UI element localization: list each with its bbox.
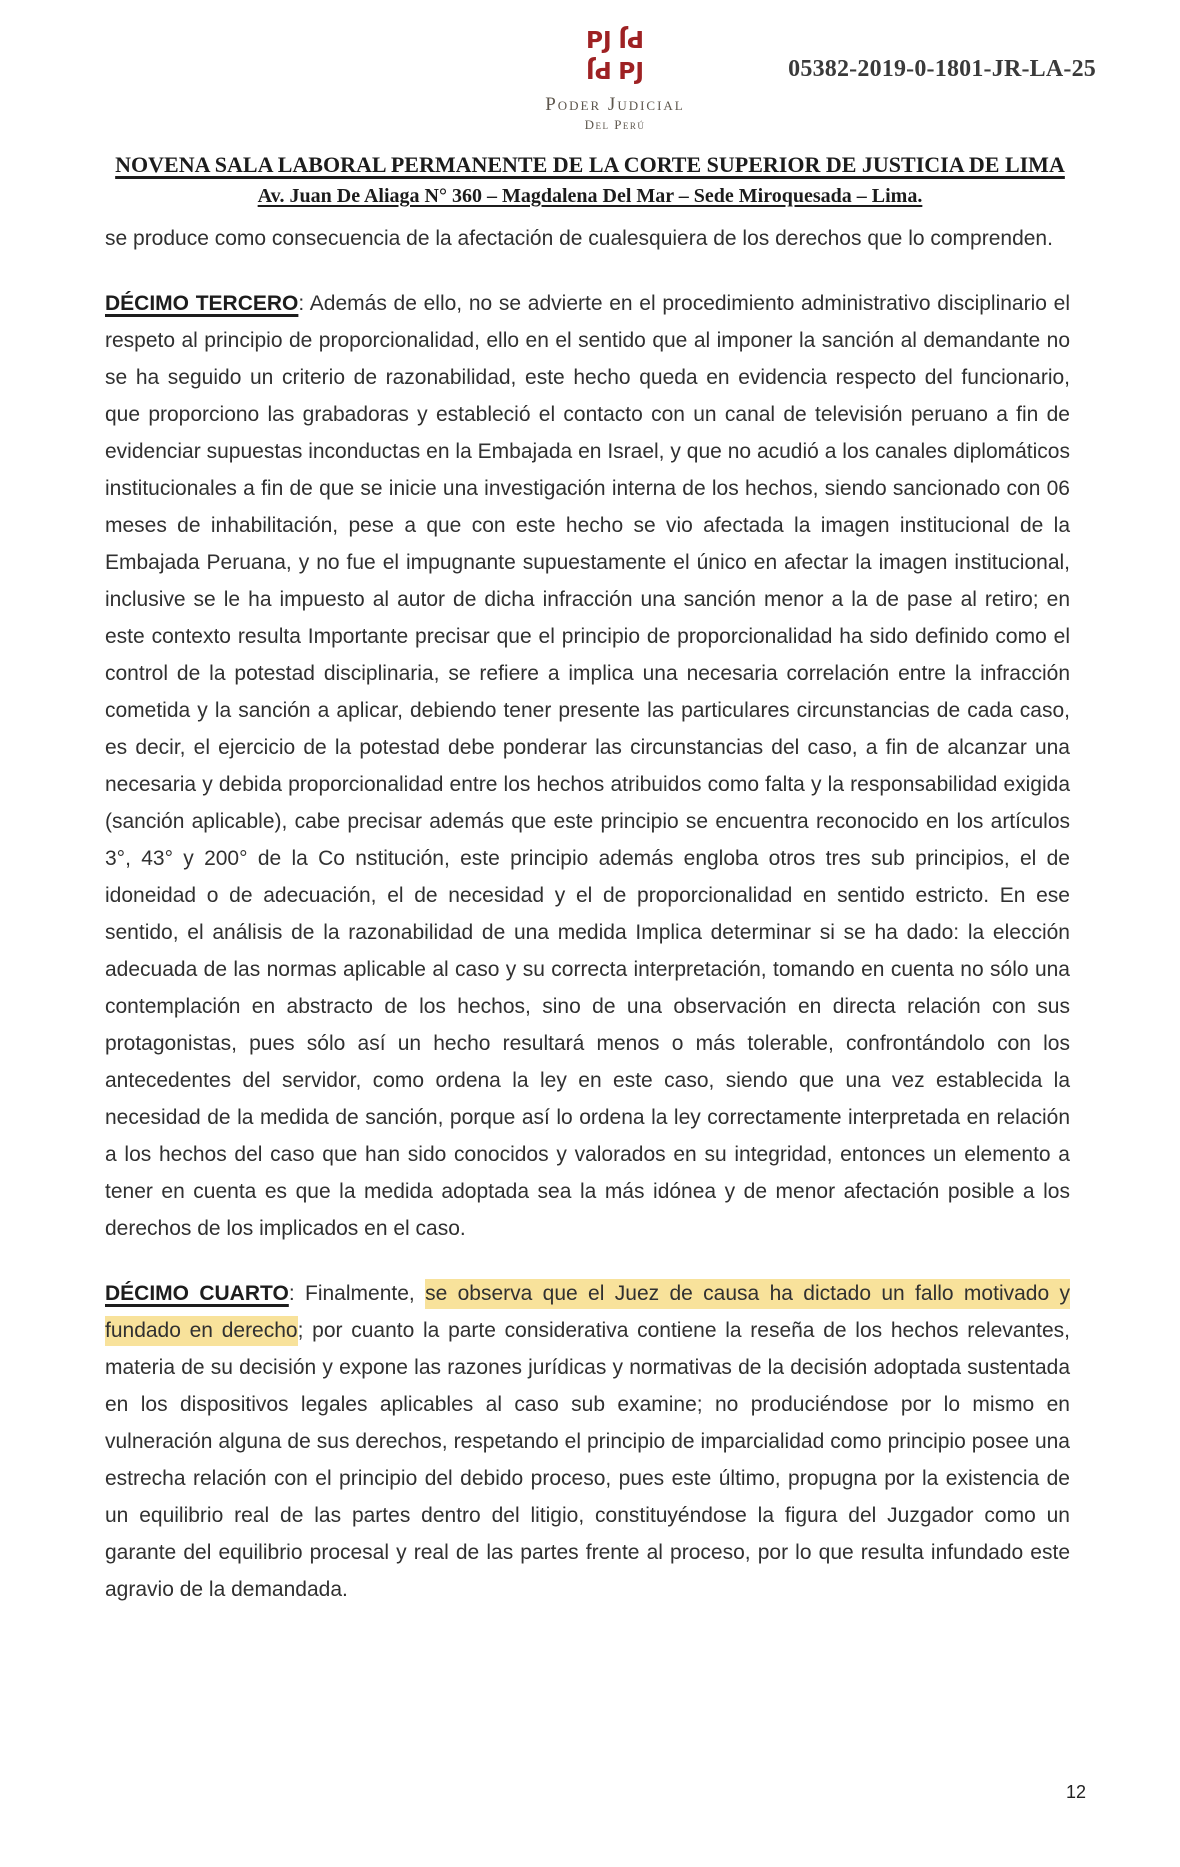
svg-text:PJ: PJ <box>618 25 644 53</box>
org-subtitle-label: Del Perú <box>584 117 646 132</box>
svg-text:PJ: PJ <box>618 57 644 85</box>
document-body <box>105 220 1070 1608</box>
highlighted-text: se observa que el Juez de causa ha dictado un fallo motivado y fundado en derecho <box>105 1279 1070 1346</box>
paragraph-decimo-cuarto <box>105 1275 1070 1608</box>
court-title: NOVENA SALA LABORAL PERMANENTE DE LA CORTE SUPERIOR DE JUSTICIA DE LIMA <box>115 152 1065 177</box>
paragraph-14-post-highlight-text: ; por cuanto la parte considerativa contiene la reseña de los hechos relevantes, materia de su decisión y expone las razones jurídicas y normativas de la decisión adoptada sustentada en los dispositivos legales aplicables al caso sub examine; no produciéndose por lo mismo en vulneración alguna de sus derechos, respetando el principio de imparcialidad como principio posee una estrecha relación con el principio del debido proceso, pues este último, propugna por la existencia de un equilibrio real de las partes dentro del litigio, constituyéndose la figura del Juzgador como un garante del equilibrio procesal y real de las partes frente al proceso, por lo que resulta infundado este agravio de la demandada. <box>105 1319 1071 1601</box>
document-header <box>0 0 1180 150</box>
paragraph-14-heading: DÉCIMO CUARTO <box>105 1282 289 1305</box>
case-number: 05382-2019-0-1801-JR-LA-25 <box>788 56 1096 82</box>
paragraph-intro-text: se produce como consecuencia de la afectación de cualesquiera de los derechos que lo comprenden. <box>105 227 1053 250</box>
paragraph-14-pre-highlight-text: : Finalmente, <box>288 1282 426 1305</box>
paragraph-intro <box>105 220 1070 257</box>
paragraph-decimo-tercero <box>105 285 1070 1247</box>
paragraph-13-heading: DÉCIMO TERCERO <box>105 292 299 315</box>
svg-text:PJ: PJ <box>586 26 612 54</box>
court-address: Av. Juan De Aliaga N° 360 – Magdalena Del Mar – Sede Miroquesada – Lima. <box>257 185 923 207</box>
paragraph-13-text: : Además de ello, no se advierte en el procedimiento administrativo disciplinario el respeto al principio de proporcionalidad, ello en el sentido que al imponer la sanción al demandante no se ha seguido un criterio de razonabilidad, este hecho queda en evidencia respecto del funcionario, que proporciono las grabadoras y estableció el contacto con un canal de televisión peruano a fin de evidenciar supuestas inconductas en la Embajada en Israel, y que no acudió a los canales diplomáticos institucionales a fin de que se inicie una investigación interna de los hechos, siendo sancionado con 06 meses de inhabilitación, pese a que con este hecho se vio afectada la imagen institucional de la Embajada Peruana, y no fue el impugnante supuestamente el único en afectar la imagen institucional, inclusive se le ha impuesto al autor de dicha infracción una sanción menor a la de pase al retiro; en este contexto resulta Importante precisar que el principio de proporcionalidad ha sido definido como el control de la potestad disciplinaria, se refiere a implica una necesaria correlación entre la infracción cometida y la sanción a aplicar, debiendo tener presente las particulares circunstancias de cada caso, es decir, el ejercicio de la potestad debe ponderar las circunstancias del caso, a fin de alcanzar una necesaria y debida proporcionalidad entre los hechos atribuidos como falta y la responsabilidad exigida (sanción aplicable), cabe precisar además que este principio se encuentra reconocido en los artículos 3°, 43° y 200° de la Co nstitución, este principio además engloba otros tres sub principios, el de idoneidad o de adecuación, el de necesidad y el de proporcionalidad en sentido estricto. En ese sentido, el análisis de la razonabilidad de una medida Implica determinar si se ha dado: la elección adecuada de las normas aplicable al caso y su correcta interpretación, tomando en cuenta no sólo una contemplación en abstracto de los hechos, sino de una observación en directa relación con sus protagonistas, pues sólo así un hecho resultará menos o más tolerable, confrontándolo con los antecedentes del servidor, como ordena la ley en este caso, siendo que una vez establecida la necesidad de la medida de sanción, porque así lo ordena la ley correctamente interpretada en relación a los hechos del caso que han sido conocidos y valorados en su integridad, entonces un elemento a tener en cuenta es que la medida adoptada sea la más idónea y de menor afectación posible a los derechos de los implicados en el caso. <box>105 292 1070 1240</box>
page-number: 12 <box>1065 1782 1086 1802</box>
svg-text:PJ: PJ <box>586 56 612 84</box>
pj-monogram-icon <box>582 24 648 86</box>
org-name-label: Poder Judicial <box>545 94 685 115</box>
poder-judicial-logo <box>465 24 765 133</box>
